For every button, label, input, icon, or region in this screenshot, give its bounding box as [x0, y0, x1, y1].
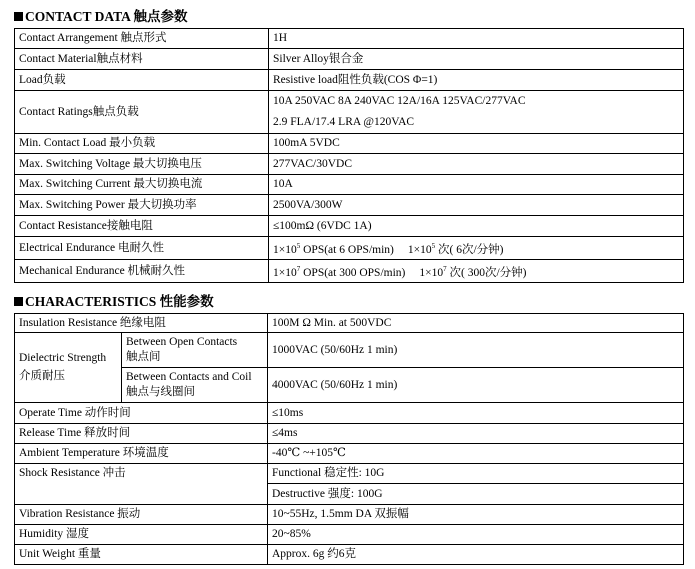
shock-functional-value: Functional 稳定性: 10G [268, 464, 684, 484]
characteristics-heading: CHARACTERISTICS 性能参数 [14, 294, 214, 310]
row-label: Vibration Resistance 振动 [15, 505, 268, 525]
row-label: Max. Switching Power 最大切换功率 [15, 195, 269, 216]
row-label: Contact Material触点材料 [15, 49, 269, 70]
row-label: Contact Arrangement 触点形式 [15, 29, 269, 49]
table-row [15, 545, 684, 565]
row-value: 277VAC/30VDC [269, 154, 684, 175]
row-label: Operate Time 动作时间 [15, 403, 268, 424]
table-row [15, 505, 684, 525]
row-value: 10A [269, 175, 684, 195]
table-row [15, 525, 684, 545]
shock-destructive-value: Destructive 强度: 100G [268, 484, 684, 505]
table-row [15, 464, 684, 484]
row-label: Max. Switching Voltage 最大切换电压 [15, 154, 269, 175]
row-value: 4000VAC (50/60Hz 1 min) [268, 368, 684, 403]
row-label: Unit Weight 重量 [15, 545, 268, 565]
row-label: Ambient Temperature 环境温度 [15, 444, 268, 464]
row-value: 10~55Hz, 1.5mm DA 双振幅 [268, 505, 684, 525]
table-row [15, 403, 684, 424]
row-value: 1H [269, 29, 684, 49]
ratings-line-1: 10A 250VAC 8A 240VAC 12A/16A 125VAC/277VAC [273, 95, 526, 107]
table-row [15, 333, 684, 368]
row-value: Resistive load阻性负载(COS Φ=1) [269, 70, 684, 91]
table-row [15, 237, 684, 260]
table-row [15, 134, 684, 154]
table-row [15, 195, 684, 216]
row-label: Release Time 释放时间 [15, 424, 268, 444]
row-label: Humidity 湿度 [15, 525, 268, 545]
row-value: 100mA 5VDC [269, 134, 684, 154]
dielectric-open-label: Between Open Contacts 触点间 [122, 333, 268, 368]
table-row [15, 216, 684, 237]
row-label: Mechanical Endurance 机械耐久性 [15, 260, 269, 283]
square-bullet-icon [14, 297, 23, 306]
table-row [15, 424, 684, 444]
table-row [15, 260, 684, 283]
row-label: Shock Resistance 冲击 [15, 464, 268, 505]
characteristics-table [14, 313, 684, 565]
table-row [15, 314, 684, 333]
row-value: -40℃ ~+105℃ [268, 444, 684, 464]
row-value: ≤10ms [268, 403, 684, 424]
square-bullet-icon [14, 12, 23, 21]
contact-data-heading: CONTACT DATA 触点参数 [14, 9, 188, 25]
row-value: Silver Alloy银合金 [269, 49, 684, 70]
dielectric-coil-label: Between Contacts and Coil 触点与线圈间 [122, 368, 268, 403]
table-row [15, 29, 684, 49]
row-value: 20~85% [268, 525, 684, 545]
row-label: Insulation Resistance 绝缘电阻 [15, 314, 268, 333]
row-label: Contact Resistance接触电阻 [15, 216, 269, 237]
dielectric-label: Dielectric Strength 介质耐压 [15, 333, 122, 403]
electrical-endurance-value: $1\times 10^5$ OPS(at 6 OPS/min) $1\times 10^5$ 次( 6次/分钟) [269, 237, 684, 260]
row-label: Min. Contact Load 最小负载 [15, 134, 269, 154]
table-row [15, 154, 684, 175]
row-label: Max. Switching Current 最大切换电流 [15, 175, 269, 195]
row-value: ≤4ms [268, 424, 684, 444]
ratings-line-2: 2.9 FLA/17.4 LRA @120VAC [273, 116, 415, 128]
row-value: 100M Ω Min. at 500VDC [268, 314, 684, 333]
contact-data-table [14, 28, 684, 283]
row-label: Electrical Endurance 电耐久性 [15, 237, 269, 260]
table-row [15, 49, 684, 70]
row-value: 1000VAC (50/60Hz 1 min) [268, 333, 684, 368]
row-value: ≤100mΩ (6VDC 1A) [269, 216, 684, 237]
table-row [15, 175, 684, 195]
mechanical-endurance-value: $1\times 10^7$ OPS(at 300 OPS/min) $1\times 10^7$ 次( 300次/分钟) [269, 260, 684, 283]
row-value: Approx. 6g 约6克 [268, 545, 684, 565]
row-label: Contact Ratings触点负载 [15, 91, 269, 134]
table-row [15, 444, 684, 464]
row-value: 2500VA/300W [269, 195, 684, 216]
row-label: Load负载 [15, 70, 269, 91]
table-row [15, 70, 684, 91]
row-value [269, 91, 684, 134]
table-row [15, 91, 684, 134]
